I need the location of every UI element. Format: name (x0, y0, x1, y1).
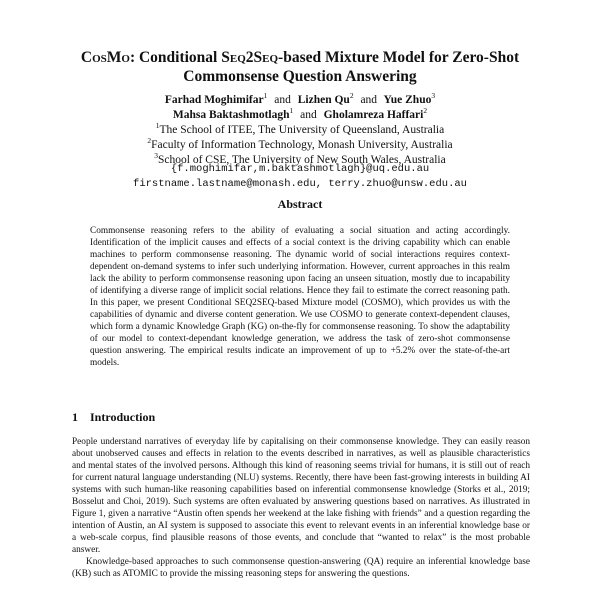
introduction-body (72, 436, 530, 580)
title-seq2seq: Seq2Seq (221, 49, 279, 66)
paragraph: People understand narratives of everyday life by capitalising on their commonsense knowledge. They can easily reason about unobserved causes and effects in relation to the events described in narratives, as well as plausible characteristics and mental states of the involved persons. Although this kind of reasoning seems trivial for humans, it is still out of reach for current natural language understanding (NLU) systems. Recently, there have been fast-growing interests in building AI systems with such human-like reasoning capabilities based on inferential commonsense knowledge (Storks et al., 2019; Bosselut and Choi, 2019). Such systems are often evaluated by answering questions based on narratives. As illustrated in Figure 1, given a narrative “Austin often spends her weekend at the lake fishing with friends” and a question regarding the intention of Austin, an AI system is supposed to associate this event to relevant events in an inferential knowledge base or a web-scale corpus, find plausible reasons of those events, and conclude that “wanted to relax” is the most probable answer. (72, 437, 530, 555)
author-separator: and (300, 108, 317, 121)
author-name: Gholamreza Haffari (323, 108, 424, 121)
author-affiliation-mark: 3 (431, 91, 436, 100)
author-separator: and (274, 93, 291, 106)
affiliation-text: The School of ITEE, The University of Queensland, Australia (159, 123, 445, 136)
author-affiliation-mark: 1 (289, 106, 294, 115)
section-heading (72, 410, 155, 425)
author-name: Mahsa Baktashmotlagh (172, 108, 290, 121)
paper-title (60, 48, 540, 86)
author-name: Yue Zhuo (383, 93, 432, 106)
paragraph: Knowledge-based approaches to such commonsense question-answering (QA) require an inferential knowledge base (KB) such as ATOMIC to provide the missing reasoning steps for answering the questions. (72, 557, 530, 579)
affiliation-text: School of CSE, The University of New South Wales, Australia (158, 153, 446, 166)
author-separator: and (360, 93, 378, 106)
author-name: Farhad Moghimifar (164, 93, 264, 106)
author-affiliation-mark: 2 (423, 106, 428, 115)
affiliation-mark: 3 (154, 151, 158, 160)
email-line-2: firstname.lastname@monash.edu, terry.zhuo@unsw.edu.au (133, 178, 467, 190)
author-affiliation-mark: 1 (263, 91, 268, 100)
abstract-text: Commonsense reasoning refers to the ability of evaluating a social situation and acting accordingly. Identification of the implicit causes and effects of a social context is the driving capability which can enable machines to perform commonsense reasoning. The dynamic world of social interactions requires context-dependent on-demand systems to infer such underlying information. However, current approaches in this realm lack the ability to perform commonsense reasoning upon facing an unseen situation, mostly due to incapability of identifying a diverse range of implicit social relations. Hence they fail to estimate the correct reasoning path. In this paper, we present Conditional SEQ2SEQ-based Mixture model (COSMO), which provides us with the capabilities of dynamic and diverse content generation. We use COSMO to generate context-dependent clauses, which form a dynamic Knowledge Graph (KG) on-the-fly for commonsense reasoning. To show the adaptability of our model to context-dependant knowledge generation, we address the task of zero-shot commonsense question answering. The empirical results indicate an improvement of up to +5.2% over the state-of-the-art models. (90, 226, 510, 368)
title-part: : Conditional (129, 49, 222, 66)
affiliation-mark: 1 (155, 121, 160, 130)
title-line-2: Commonsense Question Answering (183, 68, 417, 85)
abstract-heading: Abstract (277, 197, 323, 211)
author-affiliation-mark: 2 (349, 91, 354, 100)
title-part: -based Mixture Model for Zero-Shot (278, 49, 520, 66)
affiliation-text: Faculty of Information Technology, Monash University, Australia (151, 138, 453, 151)
section-number: 1 (72, 410, 78, 424)
section-title: Introduction (90, 410, 156, 424)
title-system-name: CosMo (80, 49, 130, 66)
author-name: Lizhen Qu (297, 93, 350, 106)
email-line-1: {f.moghimifar,m.baktashmotlagh}@uq.edu.au (170, 163, 430, 175)
affiliation-mark: 2 (147, 136, 152, 145)
